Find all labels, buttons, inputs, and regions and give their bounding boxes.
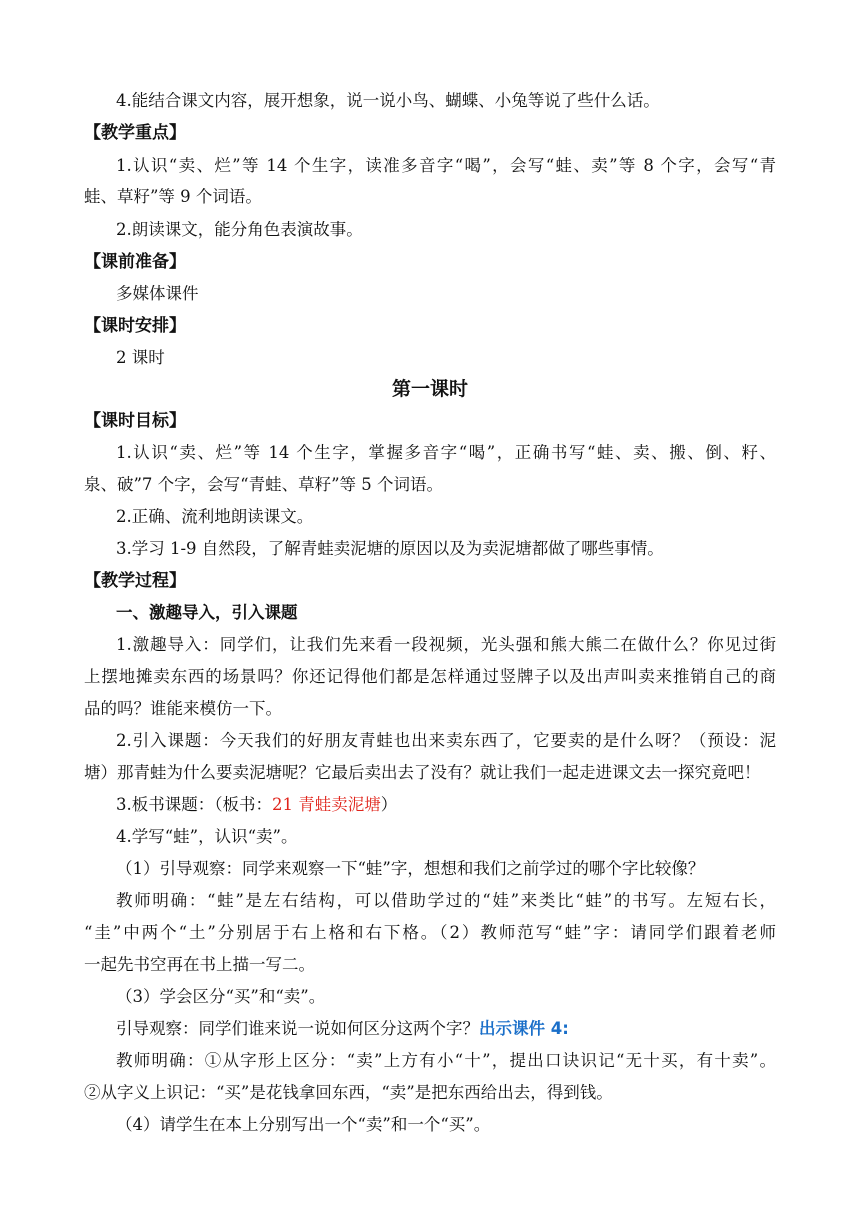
- board-close: ）: [380, 795, 398, 814]
- paragraph-intro-2-line2: 塘）那青蛙为什么要卖泥塘呢？它最后卖出去了没有？就让我们一起走进课文去一探究竟吧！: [84, 763, 761, 782]
- paragraph-teacher-1-line2: “圭”中两个“土”分别居于右上格和右下格。（2）教师范写“蛙”字：请同学们跟着老师: [84, 923, 776, 942]
- paragraph-intro-1-line1: 1.激趣导入：同学们，让我们先来看一段视频，光头强和熊大熊二在做什么？你见过街: [116, 635, 776, 654]
- guide-text: 引导观察：同学们谁来说一说如何区分这两个字？: [116, 1019, 479, 1038]
- section-title: 第一课时: [391, 378, 468, 400]
- paragraph-teacher-1-line3: 一起先书空再在书上描一写二。: [84, 955, 315, 974]
- paragraph-goal-c: 3.学习 1-9 自然段，了解青蛙卖泥塘的原因以及为卖泥塘都做了哪些事情。: [116, 539, 664, 558]
- paragraph-goal-a-line1: 1.认识“卖、烂”等 14 个生字，掌握多音字“喝”，正确书写“蛙、卖、搬、倒、籽、: [116, 443, 776, 462]
- paragraph-key-1-line2: 蛙、草籽”等 9 个词语。: [84, 187, 262, 206]
- paragraph-goal-b: 2.正确、流利地朗读课文。: [116, 507, 314, 526]
- board-label: 3.板书课题：（板书：: [116, 795, 272, 814]
- board-title-red: 21 青蛙卖泥塘: [272, 795, 381, 814]
- paragraph-board-title: [0, 794, 860, 816]
- paragraph-goal-4: 4.能结合课文内容，展开想象，说一说小鸟、蝴蝶、小兔等说了些什么话。: [116, 91, 660, 110]
- paragraph-goal-a-line2: 泉、破”7 个字，会写“青蛙、草籽”等 5 个词语。: [84, 475, 444, 494]
- paragraph-intro-1-line3: 品的吗？谁能来模仿一下。: [84, 699, 282, 718]
- heading-lesson-goals: 【课时目标】: [84, 411, 186, 431]
- paragraph-schedule: 2 课时: [116, 348, 165, 367]
- paragraph-teacher-1-line1: 教师明确：“蛙”是左右结构，可以借助学过的“娃”来类比“蛙”的书写。左短右长，: [116, 891, 776, 910]
- heading-teaching-key-points: 【教学重点】: [84, 123, 186, 143]
- paragraph-intro-2-line1: 2.引入课题：今天我们的好朋友青蛙也出来卖东西了，它要卖的是什么呀？（预设：泥: [116, 731, 776, 750]
- subheading-intro: 一、激趣导入，引入课题: [116, 603, 298, 622]
- heading-teaching-process: 【教学过程】: [84, 571, 186, 591]
- paragraph-key-1-line1: 1.认识“卖、烂”等 14 个生字，读准多音字“喝”，会写“蛙、卖”等 8 个字，会写“青: [116, 156, 776, 175]
- paragraph-write: （4）请学生在本上分别写出一个“卖”和一个“买”。: [116, 1115, 491, 1134]
- paragraph-learn-wa: 4.学写“蛙”，认识“卖”。: [116, 827, 298, 846]
- paragraph-observe: （1）引导观察：同学来观察一下“蛙”字，想想和我们之前学过的哪个字比较像？: [116, 859, 705, 878]
- heading-schedule: 【课时安排】: [84, 316, 186, 336]
- courseware-label: 出示课件 4:: [479, 1019, 569, 1038]
- paragraph-intro-1-line2: 上摆地摊卖东西的场景吗？你还记得他们都是怎样通过竖牌子以及出声叫卖来推销自己的商: [84, 667, 776, 686]
- paragraph-guide: [0, 1018, 860, 1040]
- paragraph-key-2: 2.朗读课文，能分角色表演故事。: [116, 220, 363, 239]
- paragraph-preparation: 多媒体课件: [116, 284, 199, 303]
- heading-preparation: 【课前准备】: [84, 252, 186, 272]
- paragraph-distinguish: （3）学会区分“买”和“卖”。: [116, 987, 326, 1006]
- paragraph-teacher-2-line1: 教师明确：①从字形上区分：“卖”上方有小“十”，提出口诀识记“无十买，有十卖”。: [116, 1051, 776, 1070]
- paragraph-teacher-2-line2: ②从字义上识记：“买”是花钱拿回东西，“卖”是把东西给出去，得到钱。: [84, 1083, 613, 1102]
